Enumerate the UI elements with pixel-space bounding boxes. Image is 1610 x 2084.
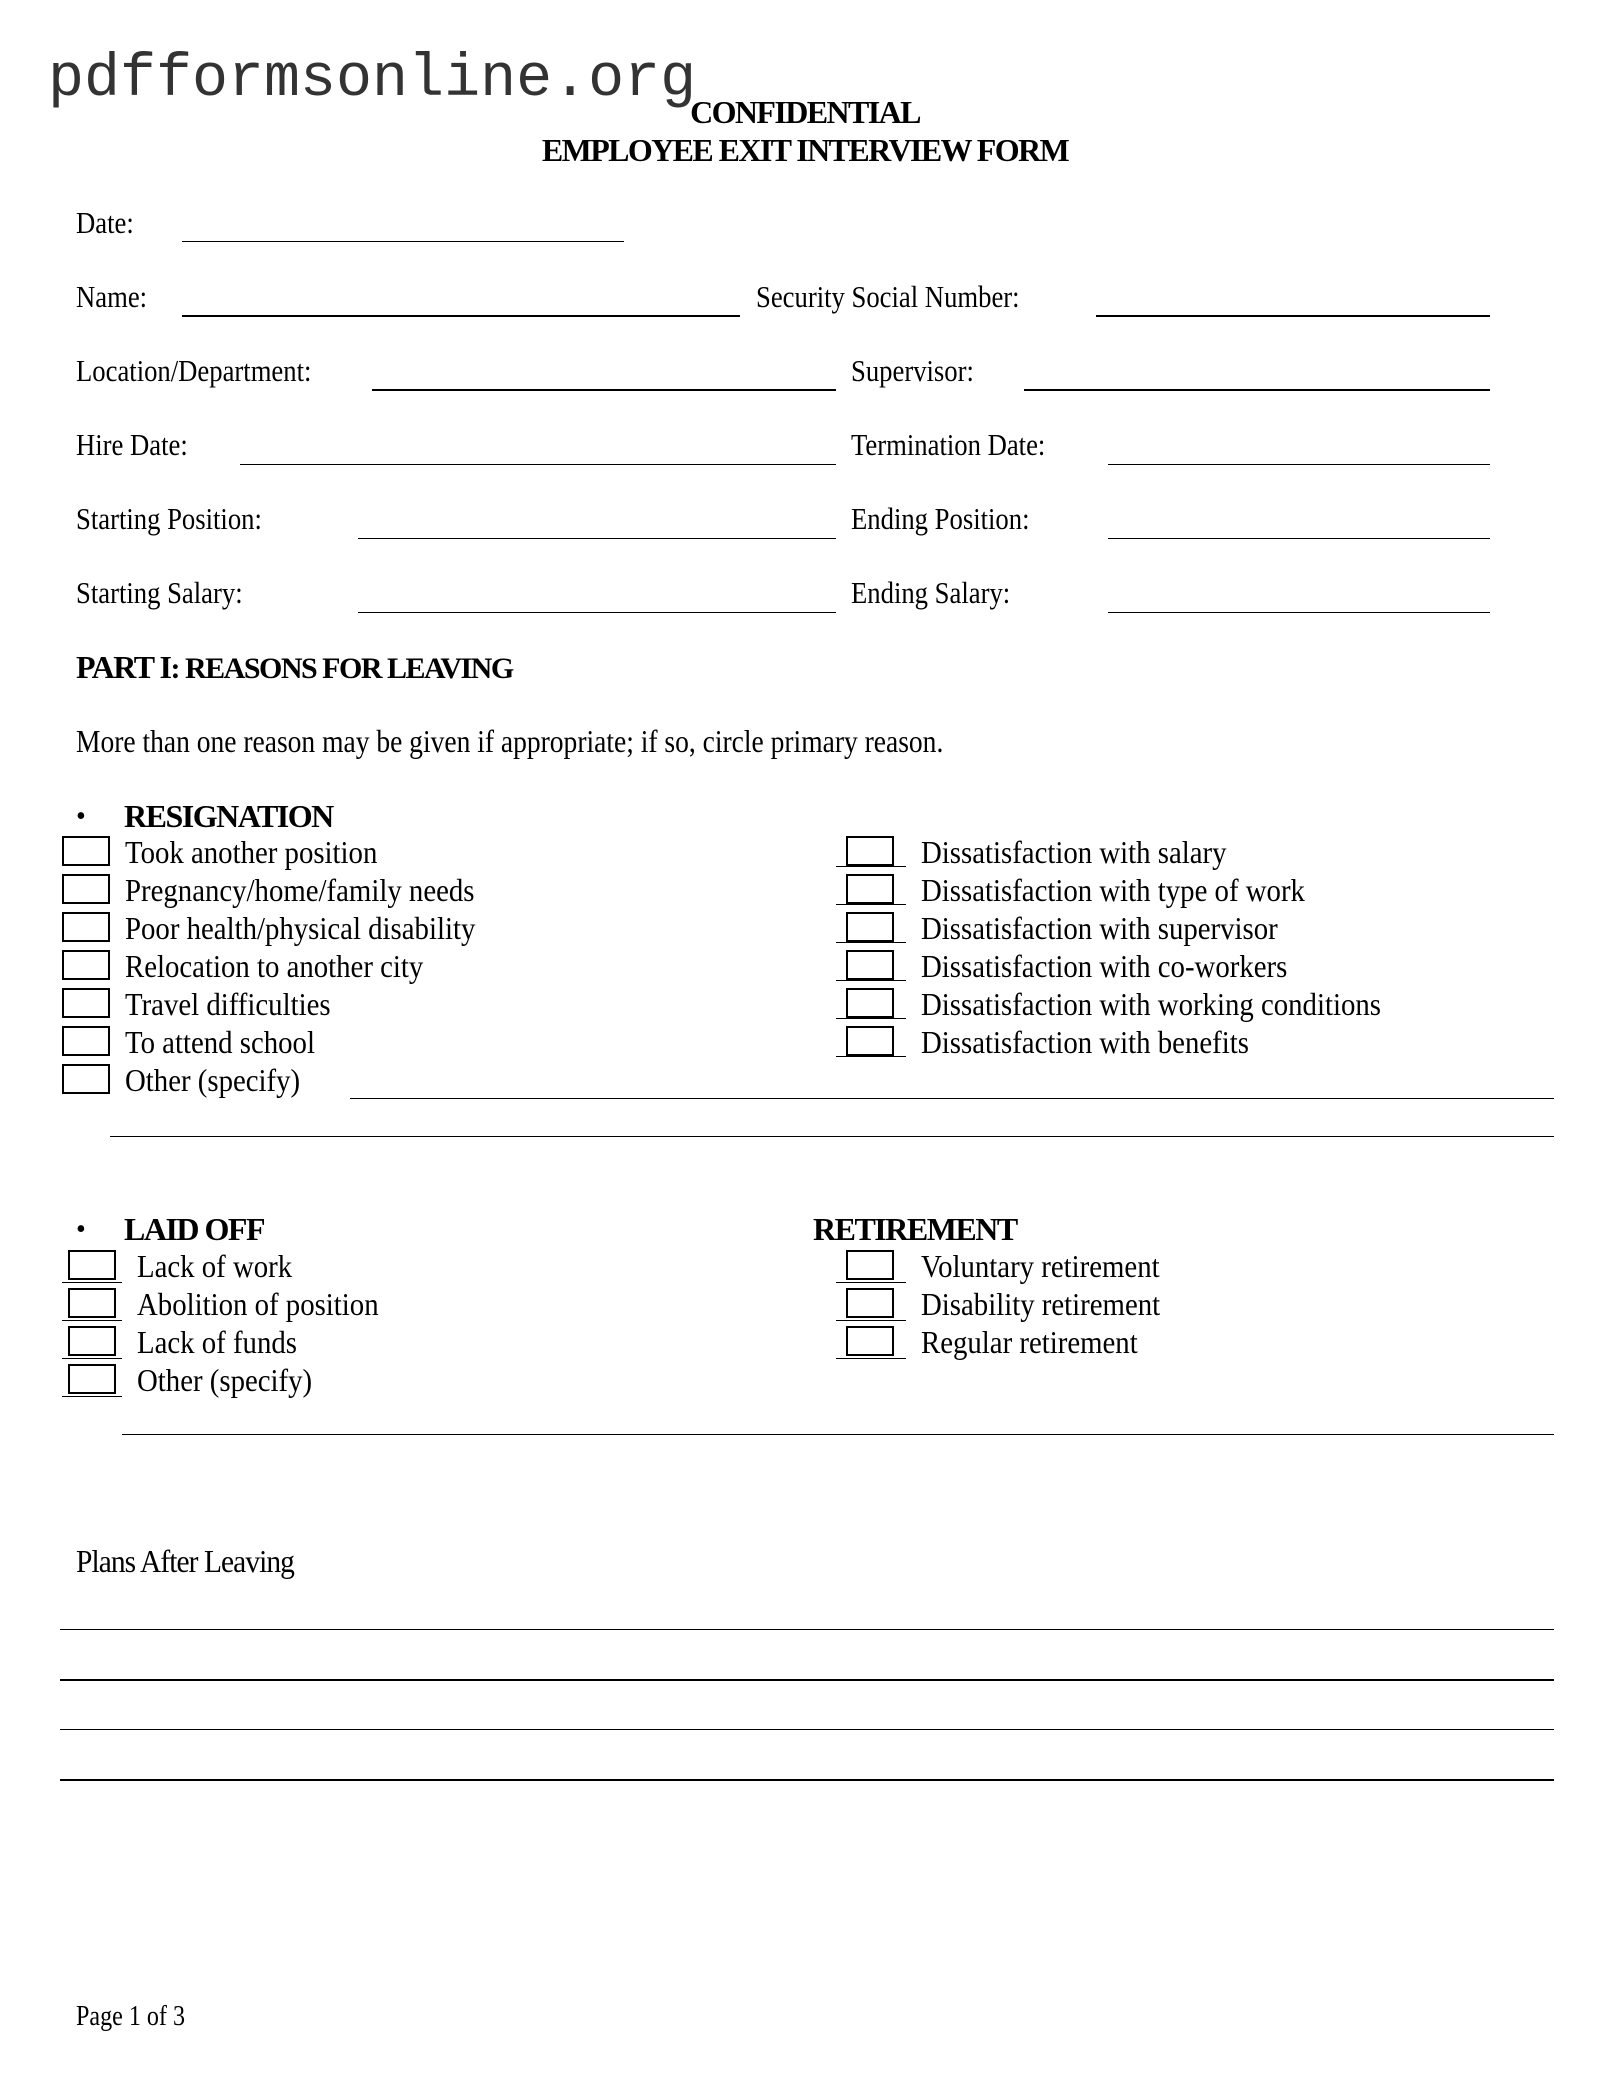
option-label: Took another position [125, 834, 378, 870]
part1-instruction: More than one reason may be given if appropriate; if so, circle primary reason. [76, 723, 944, 759]
option-label: Poor health/physical disability [125, 910, 476, 946]
laid-off-bullet: • [76, 1214, 86, 1245]
option-label: Dissatisfaction with co-workers [921, 948, 1288, 984]
checkbox-underline [836, 866, 906, 867]
plans-line-2[interactable] [60, 1679, 1554, 1681]
checkbox-laid-off-other[interactable] [68, 1364, 116, 1394]
starting-position-field[interactable] [358, 538, 836, 539]
location-department-label: Location/Department: [76, 353, 312, 388]
starting-position-label: Starting Position: [76, 501, 262, 536]
checkbox-regular-retirement[interactable] [846, 1326, 894, 1356]
resignation-heading: RESIGNATION [124, 798, 333, 834]
option-label: To attend school [125, 1024, 315, 1060]
checkbox-dissatisfaction-supervisor[interactable] [846, 912, 894, 942]
checkbox-attend-school[interactable] [62, 1026, 110, 1056]
option-label: Lack of funds [137, 1324, 297, 1360]
location-department-field[interactable] [372, 389, 836, 391]
supervisor-label: Supervisor: [851, 353, 974, 388]
checkbox-voluntary-retirement[interactable] [846, 1250, 894, 1280]
resignation-bullet: • [76, 801, 86, 832]
starting-salary-label: Starting Salary: [76, 575, 243, 610]
ending-salary-field[interactable] [1108, 612, 1490, 613]
date-label: Date: [76, 205, 134, 240]
ending-position-field[interactable] [1108, 538, 1490, 539]
page-number: Page 1 of 3 [76, 2001, 186, 2032]
starting-salary-field[interactable] [358, 612, 836, 613]
retirement-heading: RETIREMENT [813, 1211, 1017, 1247]
option-label: Lack of work [137, 1248, 293, 1284]
ending-salary-label: Ending Salary: [851, 575, 1011, 610]
option-label: Dissatisfaction with type of work [921, 872, 1305, 908]
watermark-text: pdfformsonline.org [48, 46, 697, 114]
checkbox-dissatisfaction-benefits[interactable] [846, 1026, 894, 1056]
part1-title-rest: : REASONS FOR LEAVING [170, 652, 513, 685]
checkbox-travel-difficulties[interactable] [62, 988, 110, 1018]
option-label: Voluntary retirement [921, 1248, 1160, 1284]
checkbox-resignation-other[interactable] [62, 1064, 110, 1094]
checkbox-underline [836, 942, 906, 943]
checkbox-underline [836, 904, 906, 905]
plans-after-leaving-label: Plans After Leaving [76, 1543, 294, 1579]
option-label: Abolition of position [137, 1286, 379, 1322]
resignation-other-field-line2[interactable] [110, 1136, 1554, 1137]
ssn-field[interactable] [1096, 315, 1490, 317]
option-label: Dissatisfaction with salary [921, 834, 1227, 870]
ending-position-label: Ending Position: [851, 501, 1030, 536]
checkbox-lack-of-funds[interactable] [68, 1326, 116, 1356]
checkbox-took-another-position[interactable] [62, 836, 110, 866]
option-label: Relocation to another city [125, 948, 424, 984]
checkbox-underline [836, 1320, 906, 1321]
name-label: Name: [76, 279, 148, 314]
checkbox-dissatisfaction-type-of-work[interactable] [846, 874, 894, 904]
checkbox-underline [836, 1018, 906, 1019]
option-label: Pregnancy/home/family needs [125, 872, 475, 908]
termination-date-label: Termination Date: [851, 427, 1046, 462]
supervisor-field[interactable] [1024, 389, 1490, 391]
checkbox-underline [62, 1282, 122, 1283]
checkbox-underline [62, 1358, 122, 1359]
resignation-other-field[interactable] [350, 1098, 1554, 1099]
name-field[interactable] [182, 315, 740, 317]
form-title: EMPLOYEE EXIT INTERVIEW FORM [541, 132, 1069, 168]
checkbox-dissatisfaction-working-conditions[interactable] [846, 988, 894, 1018]
checkbox-disability-retirement[interactable] [846, 1288, 894, 1318]
option-label: Other (specify) [125, 1062, 301, 1098]
plans-line-3[interactable] [60, 1729, 1554, 1730]
checkbox-underline [836, 1358, 906, 1359]
hire-date-label: Hire Date: [76, 427, 188, 462]
option-label: Dissatisfaction with supervisor [921, 910, 1278, 946]
option-label: Other (specify) [137, 1362, 313, 1398]
option-label: Dissatisfaction with working conditions [921, 986, 1381, 1022]
option-label: Travel difficulties [125, 986, 331, 1022]
plans-line-4[interactable] [60, 1779, 1554, 1781]
checkbox-dissatisfaction-salary[interactable] [846, 836, 894, 866]
option-label: Regular retirement [921, 1324, 1138, 1360]
checkbox-underline [836, 980, 906, 981]
laid-off-heading: LAID OFF [124, 1211, 264, 1247]
part1-heading [76, 651, 513, 684]
checkbox-underline [836, 1056, 906, 1057]
checkbox-dissatisfaction-co-workers[interactable] [846, 950, 894, 980]
ssn-label: Security Social Number: [756, 279, 1020, 314]
checkbox-relocation[interactable] [62, 950, 110, 980]
checkbox-abolition-of-position[interactable] [68, 1288, 116, 1318]
checkbox-poor-health[interactable] [62, 912, 110, 942]
checkbox-underline [62, 1320, 122, 1321]
checkbox-pregnancy-home-family[interactable] [62, 874, 110, 904]
plans-line-1[interactable] [60, 1629, 1554, 1630]
checkbox-underline [62, 1396, 122, 1397]
form-confidential-label: CONFIDENTIAL [690, 94, 920, 130]
option-label: Disability retirement [921, 1286, 1161, 1322]
laid-off-other-field[interactable] [122, 1434, 1554, 1435]
part1-title: PART I [76, 649, 171, 685]
hire-date-field[interactable] [240, 464, 836, 465]
checkbox-underline [836, 1282, 906, 1283]
checkbox-lack-of-work[interactable] [68, 1250, 116, 1280]
termination-date-field[interactable] [1108, 464, 1490, 465]
date-field[interactable] [182, 241, 624, 242]
option-label: Dissatisfaction with benefits [921, 1024, 1249, 1060]
